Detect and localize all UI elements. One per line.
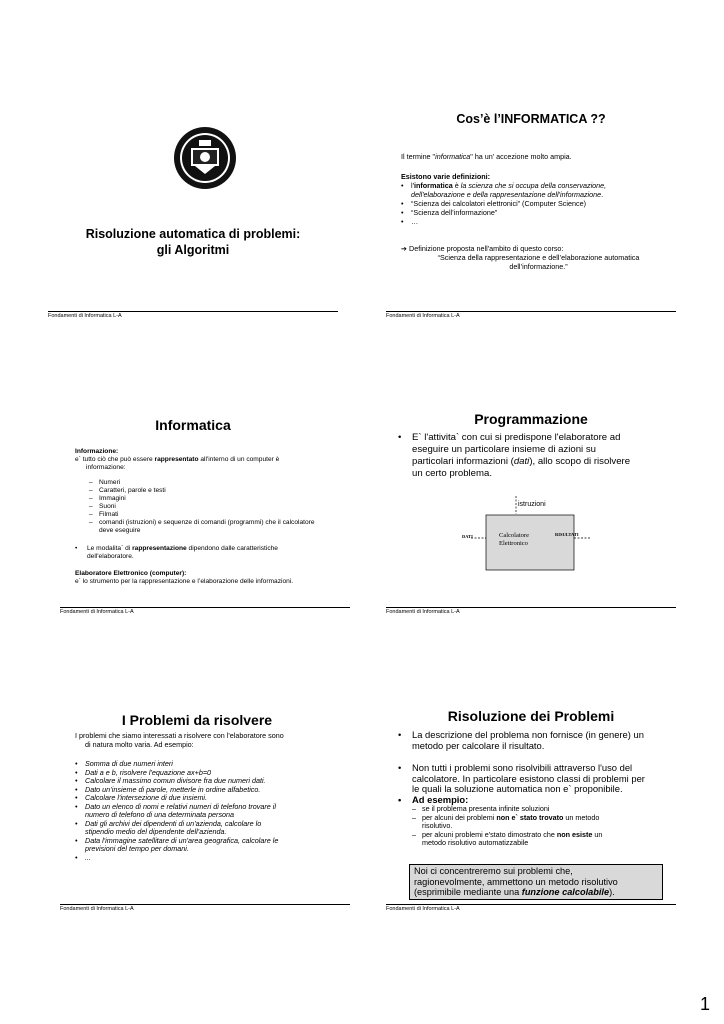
s2-post: un metodo — [563, 812, 600, 822]
university-seal-logo — [173, 126, 237, 190]
elaborator-text: e` lo strumento per la rappresentazione e l’elaborazione delle informazioni. — [75, 578, 294, 585]
info-type-item: – Numeri — [89, 479, 345, 487]
slide-1-title-line1: Risoluzione automatica di problemi: — [85, 227, 301, 241]
slide-footer: Fondamenti di Informatica L-A — [60, 609, 134, 615]
info-heading: Informazione: — [75, 448, 119, 455]
problem-item-line: Calcolare l'intersezione di due insiemi. — [85, 793, 208, 802]
text-line4: un certo problema. — [412, 468, 492, 479]
problem-item-line: numero di telefono di una determinata persona — [85, 810, 235, 819]
box-line1: Noi ci concentreremo sui problemi che, — [414, 866, 573, 876]
info-type-item: – Caratteri, parole e testi — [89, 487, 345, 495]
problem-item-line: Dati a e b, risolvere l'equazione ax+b=0 — [85, 767, 212, 777]
footer-divider — [386, 904, 676, 905]
text-line3-italic: dati — [513, 456, 530, 467]
problem-item-line: previsioni del tempo per domani. — [85, 844, 189, 853]
problem-item-line: stipendio medio del dipendente dell’azienda. — [85, 827, 227, 836]
intro-word: informatica — [435, 152, 471, 161]
slide-4-body — [398, 432, 673, 480]
s2-pre: per alcuni dei problemi — [422, 812, 497, 822]
slide-2-body — [401, 152, 676, 271]
diagram-istruzioni-label: istruzioni — [518, 501, 546, 508]
slide-5-title: I Problemi da risolvere — [121, 712, 273, 728]
quote-line1: “Scienza della rappresentazione e dell’elaborazione automatica — [437, 253, 640, 262]
example-item: – se il problema presenta infinite soluzioni — [412, 805, 673, 814]
info-type-item: – Suoni — [89, 503, 345, 511]
s3-post: un — [592, 829, 603, 839]
b2-line2: calcolatore. In particolare esistono classi di problemi per — [412, 772, 645, 784]
text-line3-pre: particolari informazioni ( — [412, 456, 514, 467]
b1-line2: metodo per calcolare il risultato. — [412, 739, 545, 751]
computer-diagram — [386, 494, 676, 574]
def1-italic2: dell'elaborazione e della rappresentazione dell'informazione — [411, 190, 602, 199]
definition-item: • “Scienza dell’informazione” — [401, 208, 676, 217]
box-line3-post: ). — [609, 887, 615, 897]
text-line2: eseguire un particolare insieme di azioni su — [412, 444, 596, 455]
problem-item-line: Data l'immagine satellitare di un'area geografica, calcolare le — [85, 835, 279, 845]
def1-pre: l' — [411, 181, 414, 190]
mod-post: dipendono dalle caratteristiche — [186, 545, 278, 552]
definitions-list — [401, 181, 676, 226]
highlight-box — [409, 864, 663, 900]
slide-3-body — [75, 448, 345, 586]
def1-bold: informatica — [413, 181, 453, 190]
example-item — [412, 814, 673, 831]
text-line1: E` l'attivita` con cui si predispone l'elaboratore ad — [412, 432, 621, 443]
diagram-risultati-text: RISULTATI — [555, 532, 579, 537]
footer-divider — [60, 904, 350, 905]
s3-pre: per alcuni problemi e'stato dimostrato che — [422, 829, 557, 839]
problem-item — [75, 820, 345, 837]
definition-item: • “Scienza dei calcolatori elettronici” (Computer Science) — [401, 199, 676, 208]
intro-line1: I problemi che siamo interessati a risolvere con l'elaboratore sono — [75, 731, 284, 740]
box-line2: ragionevolmente, ammettono un metodo risolutivo — [414, 876, 618, 887]
problem-item — [75, 854, 345, 863]
problem-item — [75, 837, 345, 854]
examples-list — [398, 805, 673, 848]
example-bullet: • Ad esempio: — [398, 795, 673, 806]
slide-1-title-line2: gli Algoritmi — [156, 243, 230, 257]
page-number: 1 — [700, 994, 711, 1014]
footer-divider — [48, 311, 338, 312]
definitions-heading: Esistono varie definizioni: — [401, 172, 491, 181]
quote-line2: dell’informazione.” — [509, 262, 568, 271]
slide-3-title: Informatica — [155, 417, 231, 433]
intro-pre: Il termine " — [401, 152, 436, 161]
slide-footer: Fondamenti di Informatica L-A — [386, 609, 460, 615]
box-label-line2: Elettronico — [499, 540, 528, 547]
problem-item-line: Somma di due numeri interi — [85, 759, 173, 768]
intro-post: " ha un' accezione molto ampia. — [470, 152, 572, 161]
mod-bold: rappresentazione — [132, 545, 187, 552]
slide-1 — [48, 88, 338, 318]
proposal-text: Definizione proposta nell'ambito di questo corso: — [409, 244, 564, 253]
slide-4-title: Programmazione — [474, 411, 588, 427]
def1-italic1: la scienza che si occupa della conservazione, — [460, 181, 607, 190]
programming-definition — [398, 432, 673, 480]
footer-divider — [386, 607, 676, 608]
intro-line2: di natura molto varia. Ad esempio: — [85, 739, 194, 749]
problem-item-line: Dato un elenco di nomi e relativi numeri di telefono trovare il — [85, 801, 276, 811]
box-line3 — [414, 887, 658, 898]
slide-6-body — [398, 730, 673, 848]
slide-1-title — [48, 226, 338, 258]
proposal-quote — [401, 253, 666, 271]
proposal-line — [401, 244, 676, 253]
box-label-line1: Calcolatore — [499, 532, 529, 539]
text-line3-post: ), allo scopo di risolvere — [529, 456, 631, 467]
mod-pre: Le modalita` di — [87, 545, 133, 552]
info-pre: e` tutto ciò che può essere — [75, 456, 155, 463]
example-item — [412, 831, 673, 848]
intro-line — [401, 152, 676, 161]
problem-desc-bullet — [398, 730, 673, 751]
definition-item: • … — [401, 217, 676, 226]
s3-line2: metodo risolutivo automatizzabile — [422, 838, 529, 847]
info-type-item: – comandi (istruzioni) e sequenze di comandi (programmi) che il calcolatore — [89, 519, 345, 527]
problem-item — [75, 803, 345, 820]
slide-footer: Fondamenti di Informatica L-A — [386, 313, 460, 319]
info-line2: informazione: — [86, 464, 126, 471]
b2-line1: Non tutti i problemi sono risolvibili attraverso l'uso del — [412, 762, 633, 773]
def1-mid: è — [452, 181, 461, 190]
slide-footer: Fondamenti di Informatica L-A — [386, 906, 460, 912]
def1-end: . — [601, 190, 604, 199]
s3-bold: non esiste — [556, 829, 593, 839]
footer-divider — [386, 311, 676, 312]
footer-divider — [60, 607, 350, 608]
b2-line3: le quali la soluzione automatica non e` proponibile. — [412, 783, 623, 794]
info-type-item: – Filmati — [89, 511, 345, 519]
info-bold: rappresentato — [154, 456, 199, 463]
slide-footer: Fondamenti di Informatica L-A — [48, 313, 122, 319]
diagram-dati-label: DATI — [462, 534, 473, 539]
info-type-item-continued: deve eseguire — [99, 527, 141, 534]
slide-5-body — [75, 732, 345, 862]
info-types-list — [75, 479, 345, 535]
slide-6 — [386, 681, 676, 911]
elaborator-heading: Elaboratore Elettronico (computer): — [75, 570, 187, 577]
info-line — [75, 456, 345, 464]
slide-2-title: Cos’è l’INFORMATICA ?? — [456, 112, 606, 126]
b1-line1: La descrizione del problema non fornisce (in genere) un — [412, 729, 644, 740]
problems-list — [75, 760, 345, 862]
info-post: all'interno di un computer è — [198, 456, 280, 463]
box-line3-pre: (esprimibile mediante una — [414, 887, 522, 897]
mod-line2: dell'elaboratore. — [87, 553, 134, 560]
slide-5 — [60, 681, 350, 911]
problem-item-line: Dati gli archivi dei dipendenti di un’azienda, calcolare lo — [85, 818, 262, 828]
slide-6-title: Risoluzione dei Problemi — [447, 708, 615, 724]
arrow-icon: ➔ — [401, 244, 408, 253]
s2-bold: non e` stato trovato — [496, 812, 564, 822]
slide-footer: Fondamenti di Informatica L-A — [60, 906, 134, 912]
problem-item-line: ... — [85, 852, 91, 862]
info-type-item: – Immagini — [89, 495, 345, 503]
slide-4 — [386, 384, 676, 614]
problem-item-line: Dato un’insieme di parole, metterle in ordine alfabetico. — [85, 784, 261, 794]
definition-item — [401, 181, 676, 199]
representation-bullet — [75, 545, 345, 561]
slide-3 — [60, 384, 350, 614]
slide-2 — [386, 88, 676, 318]
box-line3-bold: funzione calcolabile — [521, 887, 610, 897]
s2-line2: risolutivo. — [422, 821, 453, 830]
not-solvable-bullet — [398, 763, 673, 795]
problem-item-line: Calcolare il massimo comun divisore fra due numeri dati. — [85, 776, 266, 785]
